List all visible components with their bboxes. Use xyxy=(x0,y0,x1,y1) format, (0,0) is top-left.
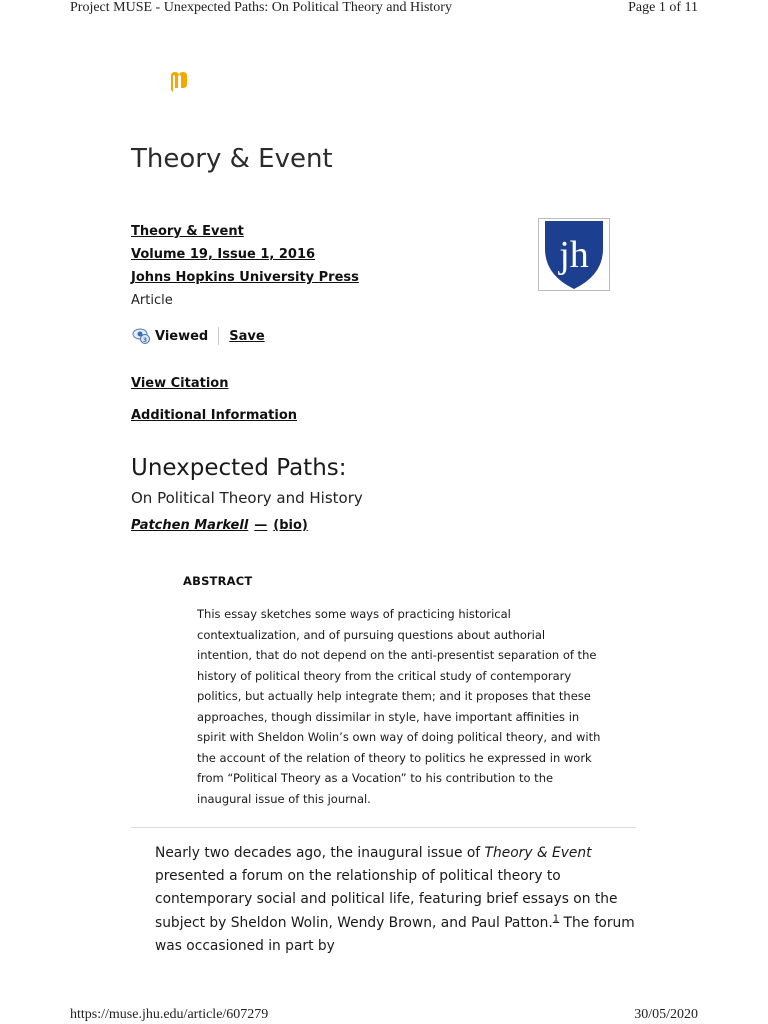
abstract-heading: ABSTRACT xyxy=(183,574,253,588)
jhu-press-shield-logo[interactable] xyxy=(538,218,610,291)
additional-information-link[interactable]: Additional Information xyxy=(131,408,298,423)
print-footer-url: https://muse.jhu.edu/article/607279 xyxy=(70,1007,269,1022)
author-link[interactable]: Patchen Markell xyxy=(131,518,249,533)
svg-text:jh: jh xyxy=(559,234,589,276)
print-header-title: Project MUSE - Unexpected Paths: On Political Theory and History xyxy=(70,0,452,15)
article-title: Unexpected Paths: xyxy=(131,455,347,481)
byline xyxy=(131,518,308,533)
save-button[interactable]: Save xyxy=(229,328,265,344)
action-divider xyxy=(218,327,219,345)
footnote-link[interactable]: 1 xyxy=(552,913,560,925)
body-text-end: The forum was occasioned in part by xyxy=(155,914,635,954)
body-text-middle: presented a forum on the relationship of political theory to contemporary social and political life, featuring brief essays on the subject by Sheldon Wolin, Wendy Brown, and Paul Patton. xyxy=(155,868,618,931)
body-paragraph xyxy=(155,842,640,958)
view-citation-link[interactable]: View Citation xyxy=(131,376,229,391)
print-header xyxy=(70,0,698,16)
journal-link[interactable]: Theory & Event xyxy=(131,224,244,239)
article-subtitle: On Political Theory and History xyxy=(131,489,363,507)
issue-link[interactable]: Volume 19, Issue 1, 2016 xyxy=(131,247,316,262)
byline-dash: — xyxy=(254,518,268,533)
article-meta xyxy=(131,220,359,312)
print-header-page: Page 1 of 11 xyxy=(628,0,698,15)
bio-link[interactable]: (bio) xyxy=(273,518,308,533)
viewed-indicator xyxy=(131,326,208,346)
article-actions xyxy=(131,326,265,346)
section-divider xyxy=(131,827,636,828)
print-footer-date: 30/05/2020 xyxy=(634,1007,698,1022)
publisher-link[interactable]: Johns Hopkins University Press xyxy=(131,270,359,285)
body-text-start: Nearly two decades ago, the inaugural issue of xyxy=(155,845,485,861)
abstract-text: This essay sketches some ways of practicing historical contextualization, and of pursuing questions about authorial intention, that do not depend on the anti-presentist separation of the history of political theory from the critical study of contemporary politics, but actually help integrate them; and it proposes that these approaches, though dissimilar in style, have important affinities in spirit with Sheldon Wolin’s own way of doing political theory, and with the account of the relation of theory to politics he expressed in work from “Political Theory as a Vocation” to his contribution to the inaugural issue of this journal. xyxy=(197,607,601,806)
body-journal-title: Theory & Event xyxy=(484,845,592,861)
svg-text:3: 3 xyxy=(142,337,148,344)
journal-heading: Theory & Event xyxy=(131,144,333,174)
print-footer xyxy=(70,1007,698,1023)
viewed-label: Viewed xyxy=(155,328,209,344)
viewed-eye-icon xyxy=(131,326,153,346)
article-type: Article xyxy=(131,293,173,308)
project-muse-logo[interactable] xyxy=(168,70,190,94)
